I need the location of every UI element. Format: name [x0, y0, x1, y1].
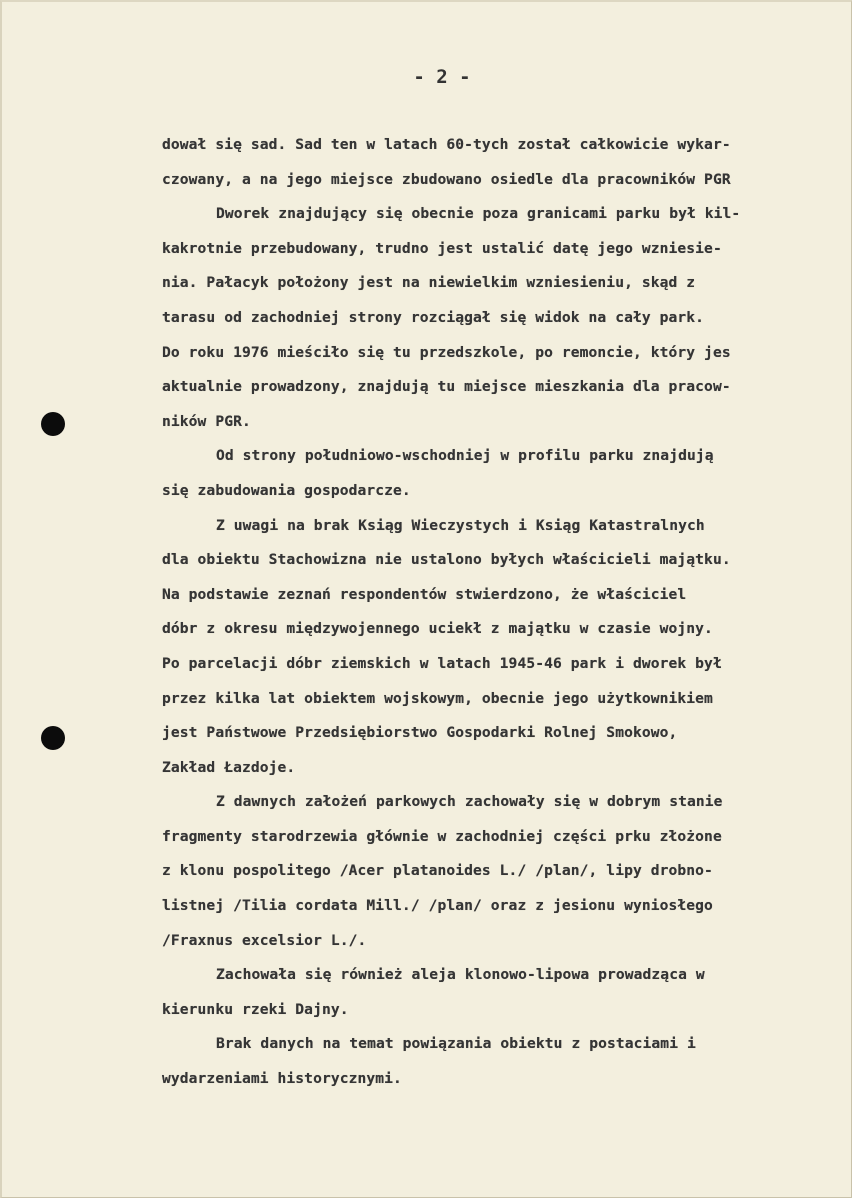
text-line: listnej /Tilia cordata Mill./ /plan/ oraz z jesionu wyniosłego: [162, 897, 713, 915]
text-line: Zachowała się również aleja klonowo-lipowa prowadząca w: [216, 966, 705, 984]
text-line: dóbr z okresu międzywojennego uciekł z majątku w czasie wojny.: [162, 620, 713, 638]
text-line: Zakład Łazdoje.: [162, 758, 296, 776]
text-line: kakrotnie przebudowany, trudno jest ustalić datę jego wzniesie-: [162, 239, 722, 257]
text-line: czowany, a na jego miejsce zbudowano osiedle dla pracowników PGR: [162, 170, 731, 188]
text-line: tarasu od zachodniej strony rozciągał się widok na cały park.: [162, 308, 705, 326]
text-line: Z dawnych założeń parkowych zachowały się w dobrym stanie: [216, 793, 723, 811]
text-line: przez kilka lat obiektem wojskowym, obecnie jego użytkownikiem: [162, 689, 713, 707]
text-line: kierunku rzeki Dajny.: [162, 1000, 349, 1018]
text-line: dla obiektu Stachowizna nie ustalono byłych właścicieli majątku.: [162, 551, 731, 569]
text-line: Na podstawie zeznań respondentów stwierdzono, że właściciel: [162, 585, 687, 603]
text-line: jest Państwowe Przedsiębiorstwo Gospodarki Rolnej Smokowo,: [162, 724, 678, 742]
text-line: Po parcelacji dóbr ziemskich w latach 1945-46 park i dworek był: [162, 654, 722, 672]
text-line: Do roku 1976 mieściło się tu przedszkole, po remoncie, który jes: [162, 343, 731, 361]
text-line: dował się sad. Sad ten w latach 60-tych został całkowicie wykar-: [162, 136, 731, 153]
text-line: wydarzeniami historycznymi.: [162, 1070, 402, 1088]
text-line: Z uwagi na brak Ksiąg Wieczystych i Ksiąg Katastralnych: [216, 516, 705, 534]
text-line: ników PGR.: [162, 412, 251, 430]
text-line: /Fraxnus excelsior L./.: [162, 931, 367, 949]
text-line: z klonu pospolitego /Acer platanoides L./ /plan/, lipy drobno-: [162, 862, 713, 880]
page-number: - 2 -: [413, 66, 471, 88]
binder-hole-bottom: [41, 726, 65, 750]
text-line: Od strony południowo-wschodniej w profilu parku znajdują: [216, 447, 714, 465]
text-line: Dworek znajdujący się obecnie poza granicami parku był kil-: [216, 205, 741, 223]
text-line: się zabudowania gospodarcze.: [162, 481, 411, 499]
text-line: Brak danych na temat powiązania obiektu z postaciami i: [216, 1035, 696, 1053]
typed-body-text: [162, 128, 832, 1097]
text-line: aktualnie prowadzony, znajdują tu miejsce mieszkania dla pracow-: [162, 378, 731, 396]
binder-hole-top: [41, 412, 65, 436]
text-line: fragmenty starodrzewia głównie w zachodniej części prku złożone: [162, 827, 722, 845]
text-line: nia. Pałacyk położony jest na niewielkim wzniesieniu, skąd z: [162, 274, 696, 292]
